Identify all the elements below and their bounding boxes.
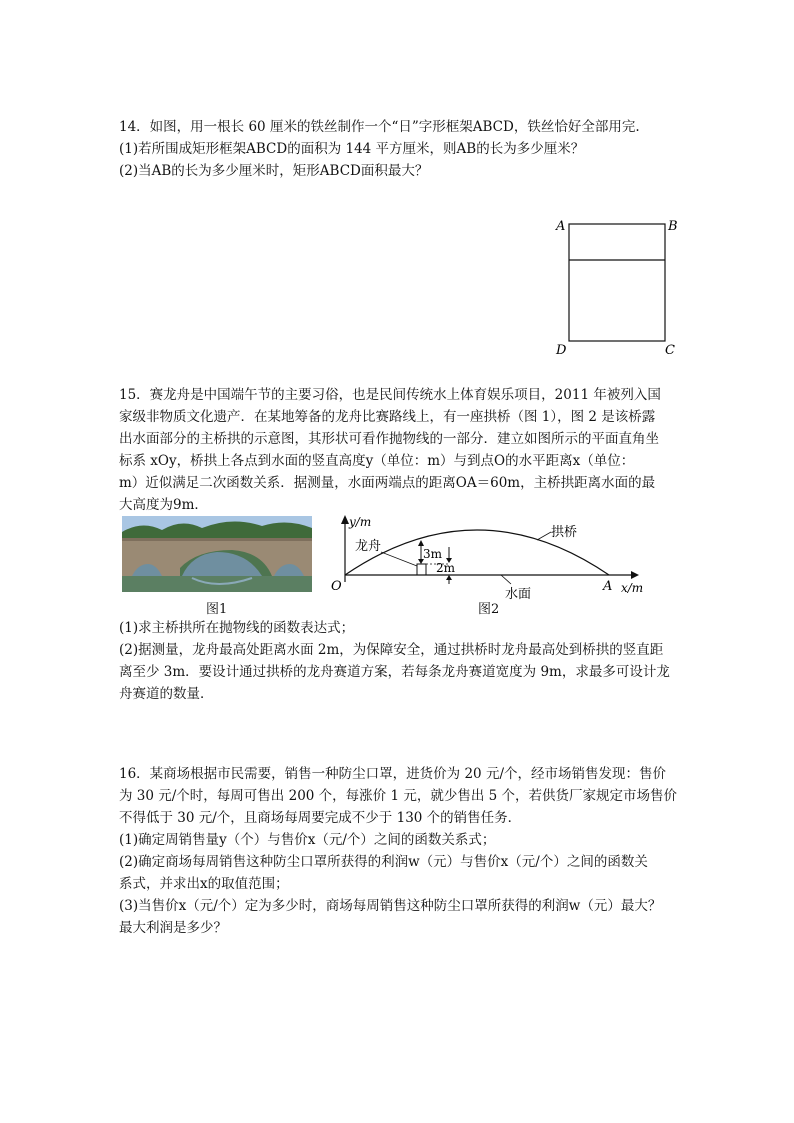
q16-line-3: 不得低于 30 元/个，且商场每周要完成不少于 130 个的销售任务．: [119, 810, 522, 826]
boat-label: 龙舟: [355, 539, 382, 554]
q14-part1: (1)若所围成矩形框架ABCD的面积为 144 平方厘米，则AB的长为多少厘米？: [119, 141, 585, 157]
label-c: C: [665, 343, 675, 358]
fig2-caption: 图2: [478, 602, 500, 617]
q14-rectangle-figure: [550, 212, 690, 362]
x-axis-arrow: [631, 571, 639, 579]
q14-stem: 14．如图，用一根长 60 厘米的铁丝制作一个“日”字形框架ABCD，铁丝恰好全部用完.: [119, 119, 640, 135]
point-a-label: A: [603, 579, 613, 594]
boat-height-label: 2m: [436, 561, 456, 575]
water-label: 水面: [505, 587, 532, 602]
label-a: A: [556, 219, 566, 234]
label-d: D: [556, 343, 567, 358]
q15-line-2: 家级非物质文化遗产．在某地筹备的龙舟比赛路线上，有一座拱桥（图 1），图 2 是该桥露: [119, 409, 656, 425]
fig1-caption: 图1: [206, 602, 228, 617]
q15-line-5: m）近似满足二次函数关系．据测量，水面两端点的距离OA＝60m，主桥拱距离水面的最: [119, 475, 656, 491]
origin-label: O: [331, 579, 342, 594]
frame-abcd: [569, 224, 665, 341]
q16-line-5: (2)确定商场每周销售这种防尘口罩所获得的利润w（元）与售价x（元/个）之间的函数关: [119, 854, 648, 870]
y-axis-label: y/m: [349, 515, 372, 529]
q15-part2-line-1: (2)据测量，龙舟最高处距离水面 2m，为保障安全，通过拱桥时龙舟最高处到桥拱的竖直距: [119, 642, 664, 658]
q16-line-1: 16．某商场根据市民需要，销售一种防尘口罩，进货价为 20 元/个，经市场销售发现：售价: [119, 766, 666, 782]
gap-label: 3m: [423, 547, 443, 561]
q14-part2: (2)当AB的长为多少厘米时，矩形ABCD面积最大？: [119, 163, 429, 179]
q15-part2-line-2: 离至少 3m．要设计通过拱桥的龙舟赛道方案，若每条龙舟赛道宽度为 9m，求最多可设计龙: [119, 664, 670, 680]
bridge-photo: [122, 516, 312, 592]
q16-line-7: (3)当售价x（元/个）定为多少时，商场每周销售这种防尘口罩所获得的利润w（元）最大？: [119, 898, 662, 914]
q15-line-1: 15．赛龙舟是中国端午节的主要习俗，也是民间传统水上体育娱乐项目，2011 年被列入国: [119, 387, 661, 403]
q16-line-4: (1)确定周销售量y（个）与售价x（元/个）之间的函数关系式；: [119, 832, 496, 848]
arch-diagram: [325, 512, 655, 604]
arch-label: 拱桥: [551, 525, 578, 540]
q16-line-6: 系式，并求出x的取值范围；: [119, 876, 289, 892]
boat: [417, 564, 426, 575]
q15-part1: (1)求主桥拱所在抛物线的函数表达式；: [119, 620, 355, 636]
x-axis-label: x/m: [621, 581, 644, 595]
q15-line-6: 大高度为9m．: [119, 497, 208, 513]
q15-part2-line-3: 舟赛道的数量．: [119, 686, 214, 702]
y-axis-arrow: [341, 515, 349, 524]
q15-line-3: 出水面部分的主桥拱的示意图，其形状可看作抛物线的一部分．建立如图所示的平面直角坐: [119, 431, 659, 447]
q15-line-4: 标系 xOy，桥拱上各点到水面的竖直高度y（单位：m）与到点O的水平距离x（单位：: [119, 453, 635, 469]
q16-line-8: 最大利润是多少？: [119, 920, 227, 936]
q16-line-2: 为 30 元/个时，每周可售出 200 个，每涨价 1 元，就少售出 5 个，若供货厂家规定市场售价: [119, 788, 678, 804]
label-b: B: [668, 219, 678, 234]
